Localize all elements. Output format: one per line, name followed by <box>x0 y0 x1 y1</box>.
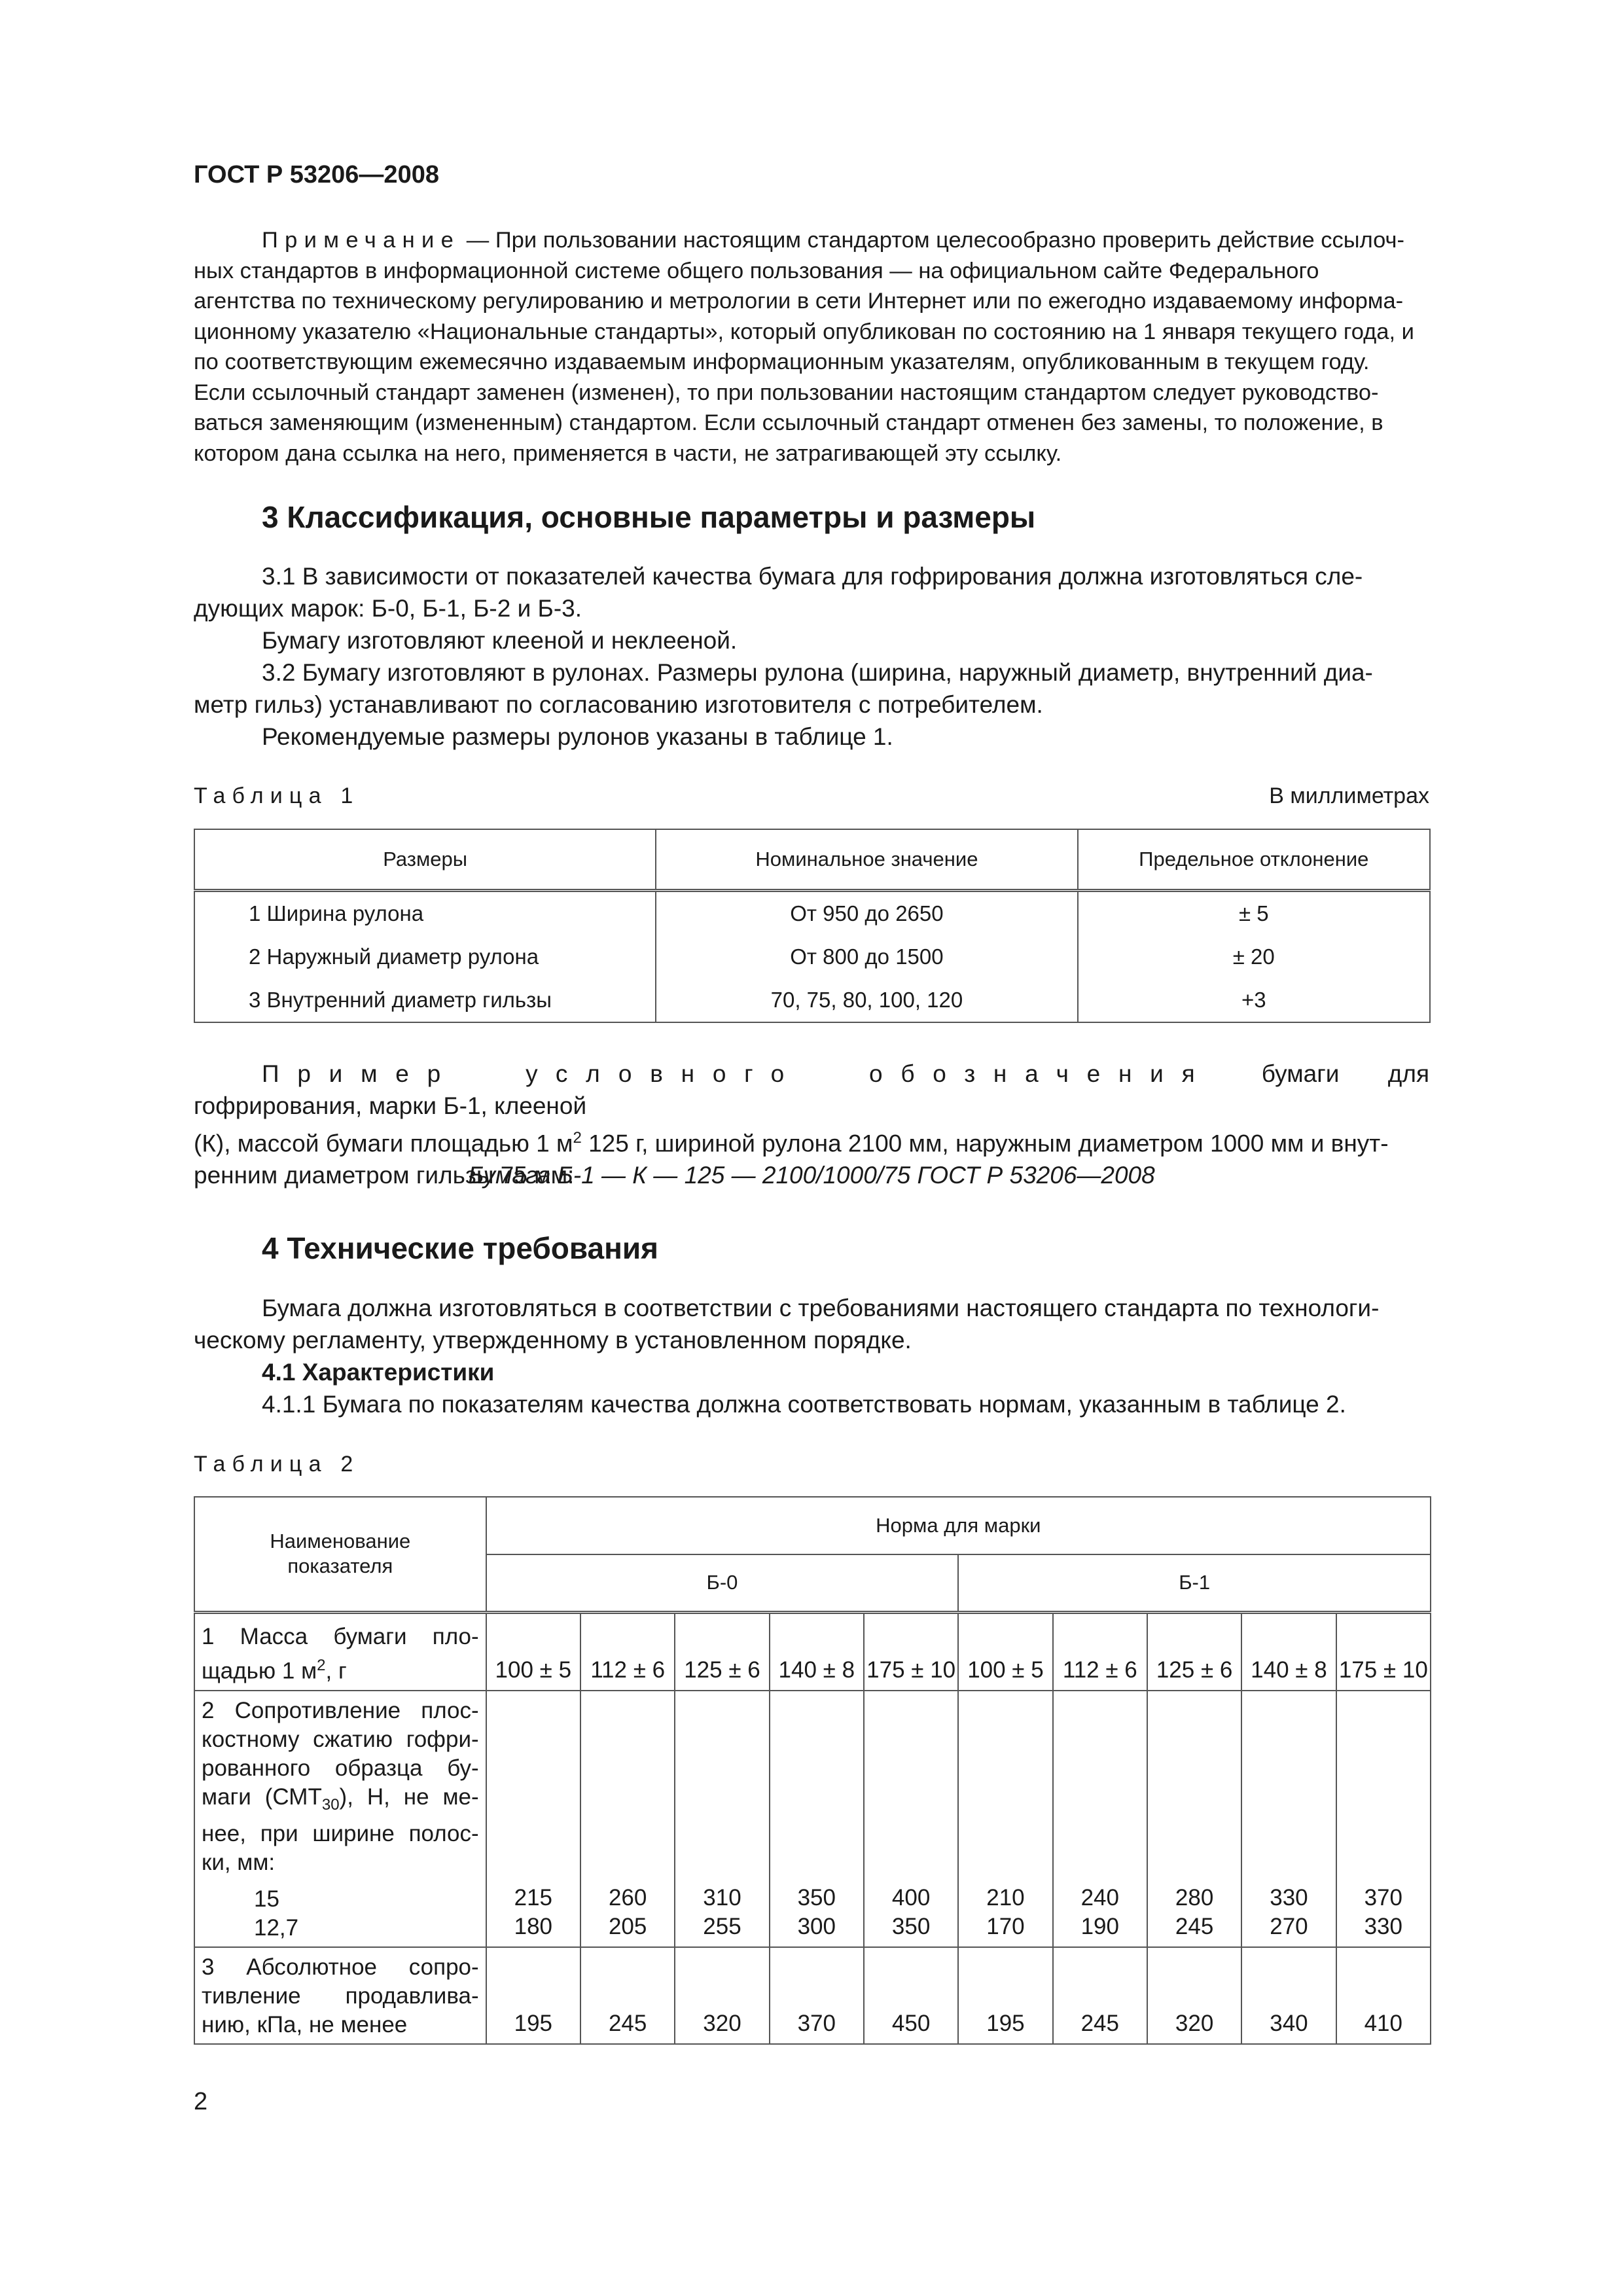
note-line: ваться заменяющим (измененным) стандартом. Если ссылочный стандарт отменен без замены, то положение, в <box>194 410 1383 435</box>
table-cell: 112 ± 6 <box>1053 1612 1147 1691</box>
table-row: 1 Ширина рулона От 950 до 2650 ± 5 <box>194 891 1430 936</box>
table-cell: 100 ± 5 <box>486 1612 580 1691</box>
table-row: 3 Абсолютное сопро-тивление продавлива-нию, кПа, не менее 195 245 320 370 450 195 245 320 340 410 <box>194 1947 1431 2044</box>
table-cell: 320 <box>675 1947 769 2044</box>
table-cell: 370 <box>770 1947 864 2044</box>
table-cell: 125 ± 6 <box>675 1612 769 1691</box>
table-2-header-grade-b0: Б-0 <box>486 1554 959 1612</box>
table-cell: 245 <box>1053 1947 1147 2044</box>
table-cell: 350 300 <box>770 1691 864 1947</box>
table-row: 2 Наружный диаметр рулона От 800 до 1500 ± 20 <box>194 935 1430 978</box>
table-1 <box>194 829 1431 1023</box>
section-3-title: 3 Классификация, основные параметры и размеры <box>262 500 1036 534</box>
table-cell: 175 ± 10 <box>1336 1612 1431 1691</box>
table-cell: 245 <box>580 1947 675 2044</box>
table-2-header-norm: Норма для марки <box>486 1497 1431 1554</box>
table-cell: 340 <box>1241 1947 1336 2044</box>
section-3-body: 3.1 В зависимости от показателей качества бумага для гофрирования должна изготовляться сле- дующих марок: Б-0, Б-1, Б-2 и Б-3. Бумагу изготовляют клееной и неклееной. 3.2 Бумагу изготовляют в рулонах. Размеры рулона (ширина, наружный диаметр, внутренний диа- метр гильз) устанавливают по согласованию изготовителя с потребителем. Рекомендуемые размеры рулонов указаны в таблице 1. <box>194 563 1373 750</box>
table-cell: 370 330 <box>1336 1691 1431 1947</box>
table-cell: 140 ± 8 <box>1241 1612 1336 1691</box>
note-line: по соответствующим ежемесячно издаваемым информационным указателям, опубликованным в текущем году. <box>194 350 1370 374</box>
note-label: Примечание <box>262 228 461 253</box>
table-cell: 320 <box>1147 1947 1241 2044</box>
table-cell: 112 ± 6 <box>580 1612 675 1691</box>
note-line: котором дана ссылка на него, применяется в части, не затрагивающей эту ссылку. <box>194 440 1062 466</box>
table-cell: 410 <box>1336 1947 1431 2044</box>
table-2-caption: Таблица 2 <box>194 1452 360 1477</box>
table-cell: 210 170 <box>958 1691 1052 1947</box>
table-cell: 260 205 <box>580 1691 675 1947</box>
table-row: 2 Сопротивление плос-костному сжатию гофри-рованного образца бу-маги $(СМТ_{30})$, Н, не ме-нее, при ширине полос-ки, мм: 15 12,7 215 180 260 205 310 255 350 300 400 350 210 170 240 190 280 245 330 270 370 330 <box>194 1691 1431 1947</box>
table-cell: 400 350 <box>864 1691 958 1947</box>
table-cell: 140 ± 8 <box>770 1612 864 1691</box>
table-cell: 175 ± 10 <box>864 1612 958 1691</box>
table-cell: 240 190 <box>1053 1691 1147 1947</box>
table-1-header-tolerance: Предельное отклонение <box>1078 829 1430 891</box>
designation-example: Пример условного обозначения бумаги для гофрирования, марки Б-1, клееной (К), массой бумаги площадью 1 $м^2$ 125 г, шириной рулона 2100 мм, наружным диаметром 1000 мм и внут- ренним диаметром гильзы 75 мм: <box>194 1060 1429 1189</box>
example-label: Пример условного обозначения <box>262 1060 1213 1087</box>
table-1-header-nominal: Номинальное значение <box>656 829 1077 891</box>
table-cell: 195 <box>486 1947 580 2044</box>
table-row: 1 Масса бумаги пло-щадью 1 $м^2$, г 100 ± 5 112 ± 6 125 ± 6 140 ± 8 175 ± 10 100 ± 5 112 ± 6 125 ± 6 140 ± 8 175 ± 10 <box>194 1612 1431 1691</box>
note-line: ных стандартов в информационной системе общего пользования — на официальном сайте Федерального <box>194 258 1319 283</box>
subsection-4-1-title: 4.1 Характеристики <box>262 1359 495 1386</box>
note-block <box>194 225 1429 469</box>
table-cell: 310 255 <box>675 1691 769 1947</box>
note-line: Примечание — При пользовании настоящим стандартом целесообразно проверить действие ссылоч- <box>262 228 1405 253</box>
document-header: ГОСТ Р 53206—2008 <box>194 161 439 188</box>
section-4-body: Бумага должна изготовляться в соответствии с требованиями настоящего стандарта по технологи- ческому регламенту, утвержденному в установленном порядке. 4.1 Характеристики 4.1.1 Бумага по показателям качества должна соответствовать нормам, указанным в таблице 2. <box>194 1295 1380 1418</box>
note-line: Если ссылочный стандарт заменен (изменен), то при пользовании настоящим стандартом следует руководство- <box>194 380 1379 405</box>
table-cell: 280 245 <box>1147 1691 1241 1947</box>
table-2 <box>194 1496 1431 2045</box>
designation-formula: Бумага Б-1 — К — 125 — 2100/1000/75 ГОСТ Р 53206—2008 <box>468 1162 1155 1189</box>
note-line: агентства по техническому регулированию и метрологии в сети Интернет или по ежегодно издаваемому информа- <box>194 289 1404 314</box>
table-1-header-dimensions: Размеры <box>194 829 656 891</box>
table-cell: 100 ± 5 <box>958 1612 1052 1691</box>
section-4-title: 4 Технические требования <box>262 1231 658 1265</box>
table-cell: 215 180 <box>486 1691 580 1947</box>
table-cell: 450 <box>864 1947 958 2044</box>
note-line: ционному указателю «Национальные стандарты», который опубликован по состоянию на 1 января текущего года, и <box>194 319 1414 344</box>
table-1-caption: Таблица 1 <box>194 783 360 808</box>
table-cell: 195 <box>958 1947 1052 2044</box>
table-2-header-grade-b1: Б-1 <box>958 1554 1431 1612</box>
table-2-header-name: Наименование показателя <box>194 1497 486 1612</box>
table-1-units: В миллиметрах <box>1269 783 1429 808</box>
page-number: 2 <box>194 2088 208 2115</box>
table-cell: 125 ± 6 <box>1147 1612 1241 1691</box>
table-cell: 330 270 <box>1241 1691 1336 1947</box>
table-row: 3 Внутренний диаметр гильзы 70, 75, 80, 100, 120 +3 <box>194 978 1430 1022</box>
